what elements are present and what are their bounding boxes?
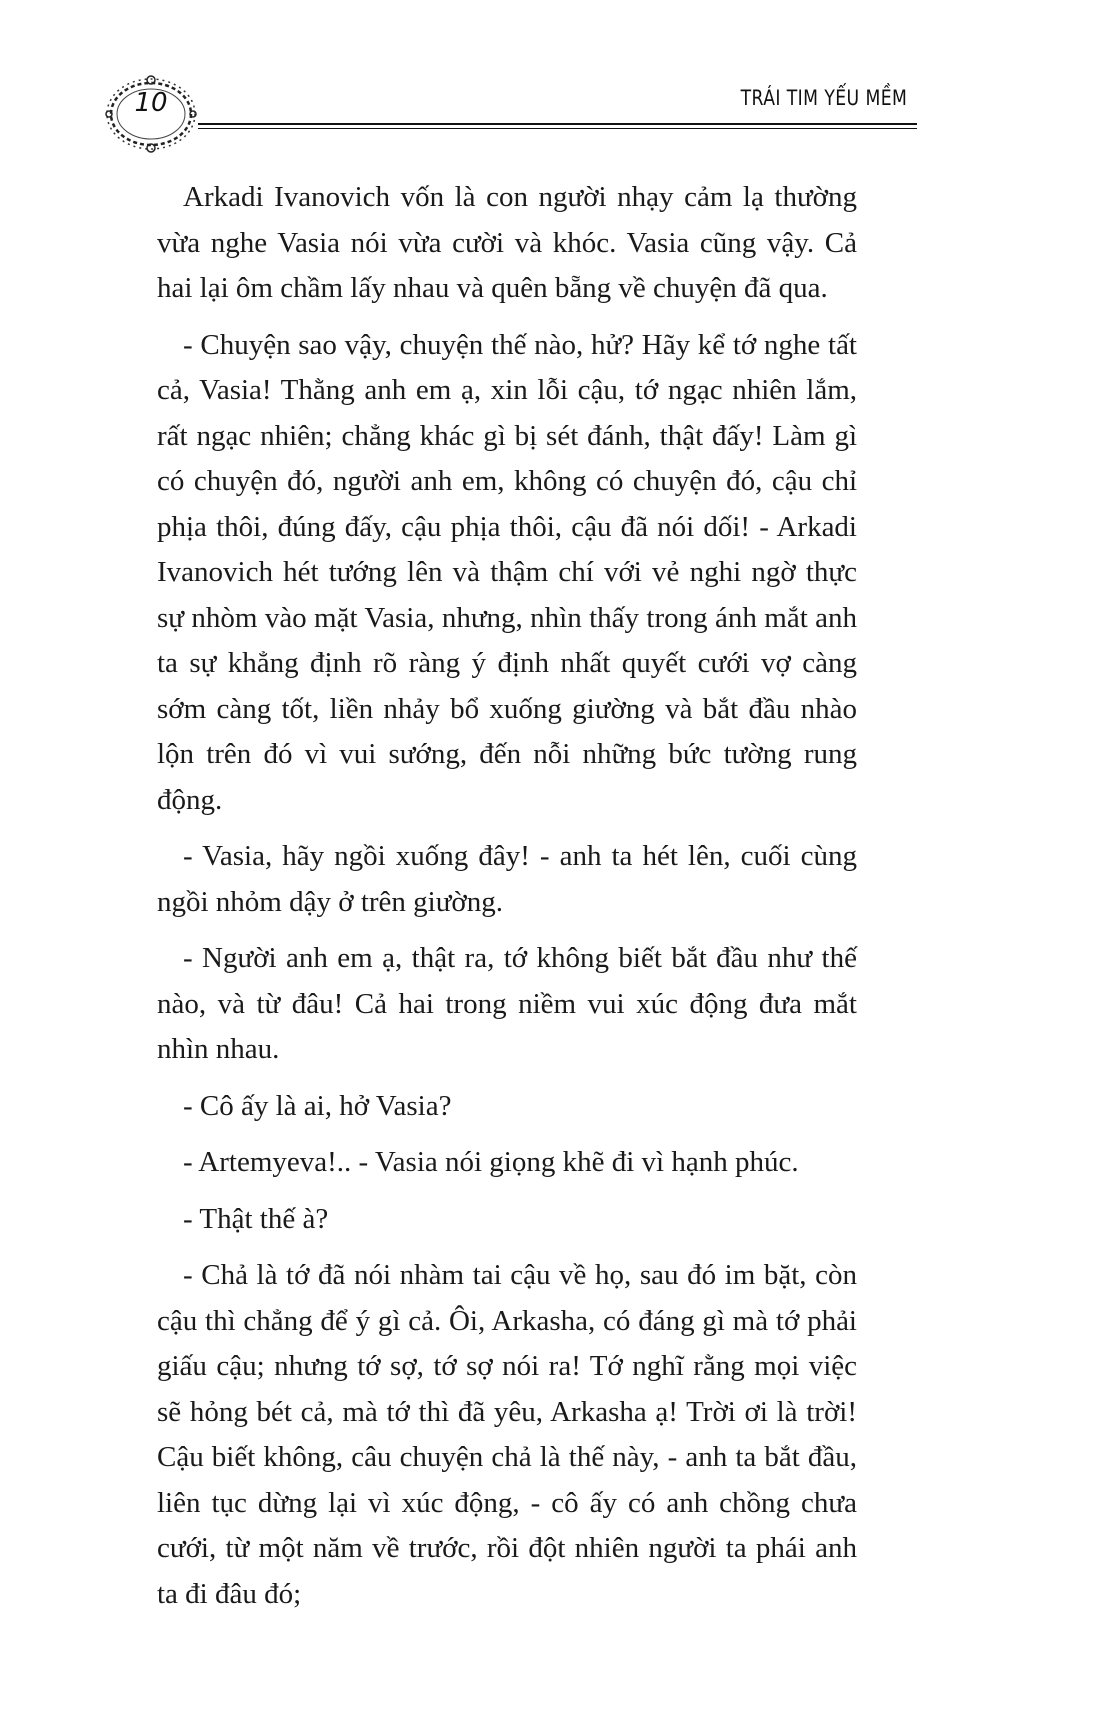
paragraph: - Thật thế à? — [183, 1202, 329, 1235]
header-rule-thin — [198, 128, 917, 129]
paragraph: - Người anh em ạ, thật ra, tớ không biết bắt đầu như thế nào, và từ đâu! Cả hai trong niềm vui xúc động đưa mắt nhìn nhau. — [157, 942, 857, 1065]
paragraph: - Chả là tớ đã nói nhàm tai cậu về họ, sau đó im bặt, còn cậu thì chẳng để ý gì cả. Ôi, Arkasha, có đáng gì mà tớ phải giấu cậu; nhưng tớ sợ, tớ sợ nói ra! Tớ nghĩ rằng mọi việc sẽ hỏng bét cả, mà tớ thì đã yêu, Arkasha ạ! Trời ơi là trời! Cậu biết không, câu chuyện chả là thế này, - anh ta bắt đầu, liên tục dừng lại vì xúc động, - cô ấy có anh chồng chưa cưới, từ một năm về trước, rồi đột nhiên người ta phái anh ta đi đâu đó; — [157, 1259, 857, 1610]
paragraph: - Artemyeva!.. - Vasia nói giọng khẽ đi vì hạnh phúc. — [183, 1146, 799, 1178]
paragraph: Arkadi Ivanovich vốn là con người nhạy cảm lạ thường vừa nghe Vasia nói vừa cười và khóc. Vasia cũng vậy. Cả hai lại ôm chầm lấy nhau và quên bẵng về chuyện đã qua. — [157, 181, 857, 304]
paragraph: - Vasia, hãy ngồi xuống đây! - anh ta hét lên, cuối cùng ngồi nhỏm dậy ở trên giường. — [157, 840, 857, 918]
paragraph: - Cô ấy là ai, hở Vasia? — [183, 1089, 452, 1122]
page-number: 10 — [134, 88, 168, 118]
running-title: TRÁI TIM YẾU MỀM — [740, 86, 907, 110]
body-text — [157, 175, 857, 1628]
page-header — [0, 0, 1103, 170]
paragraph: - Chuyện sao vậy, chuyện thế nào, hử? Hãy kể tớ nghe tất cả, Vasia! Thằng anh em ạ, xin lỗi cậu, tớ ngạc nhiên lắm, rất ngạc nhiên; chẳng khác gì bị sét đánh, thật đấy! Làm gì có chuyện đó, người anh em, không có chuyện đó, cậu chỉ phịa thôi, đúng đấy, cậu phịa thôi, cậu đã nói dối! - Arkadi Ivanovich hét tướng lên và thậm chí với vẻ nghi ngờ thực sự nhòm vào mặt Vasia, nhưng, nhìn thấy trong ánh mắt anh ta sự khẳng định rõ ràng ý định nhất quyết cưới vợ càng sớm càng tốt, liền nhảy bổ xuống giường và bắt đầu nhào lộn trên đó vì vui sướng, đến nỗi những bức tường rung động. — [157, 328, 857, 816]
header-rule — [198, 123, 917, 125]
